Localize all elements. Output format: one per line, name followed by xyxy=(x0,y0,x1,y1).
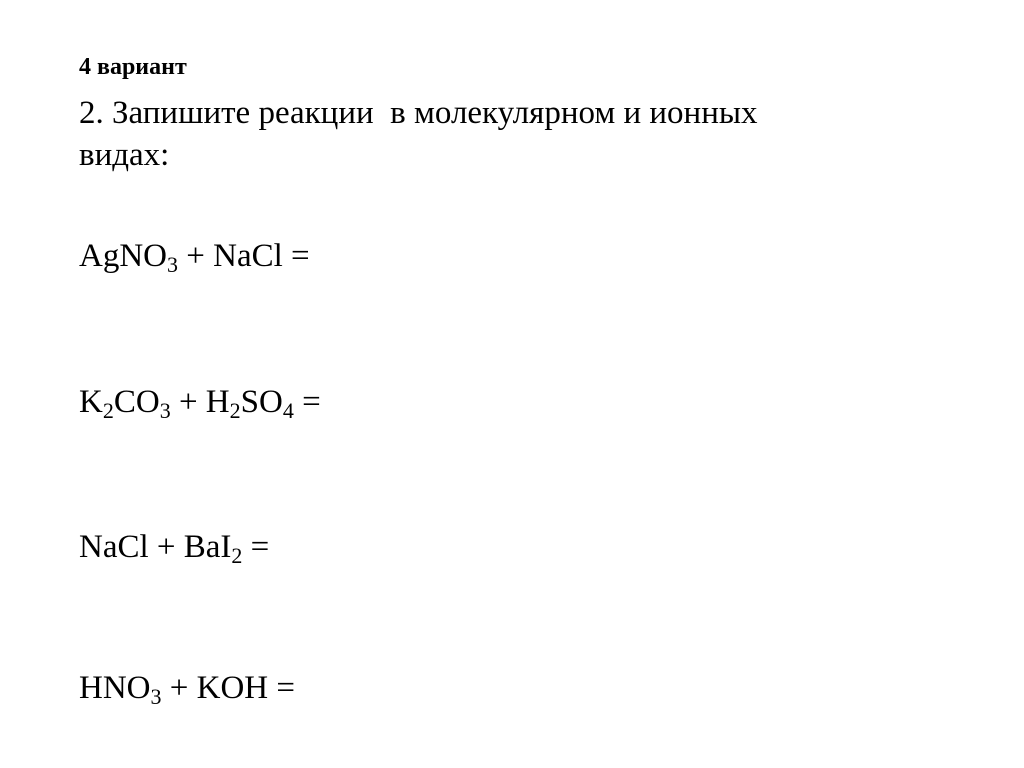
subscript: 2 xyxy=(102,398,114,423)
equation-text: K xyxy=(79,384,103,420)
subscript: 3 xyxy=(150,684,162,709)
variant-heading: 4 вариант xyxy=(79,54,187,80)
equation-k2co3-h2so4 xyxy=(79,382,321,422)
equation-text: = xyxy=(293,384,321,420)
equation-text: + KOH = xyxy=(161,670,295,706)
equation-text: NaCl + BaI xyxy=(79,529,232,565)
subscript: 3 xyxy=(159,398,171,423)
equation-text: = xyxy=(242,529,270,565)
equation-text: + NaCl = xyxy=(178,238,310,274)
equation-text: HNO xyxy=(79,670,151,706)
equation-text: + H xyxy=(170,384,230,420)
subscript: 3 xyxy=(167,252,178,277)
subscript: 2 xyxy=(229,398,241,423)
subscript: 2 xyxy=(231,543,243,568)
task-line-1: 2. Запишите реакции в молекулярном и ионных xyxy=(79,95,758,131)
task-text xyxy=(79,92,939,176)
equation-hno3-koh xyxy=(79,668,295,708)
equation-nacl-bai2 xyxy=(79,527,269,567)
task-line-2: видах: xyxy=(79,137,170,173)
subscript: 4 xyxy=(282,398,294,423)
equation-text: CO xyxy=(113,384,160,420)
equation-agno3-nacl xyxy=(79,236,310,276)
equation-text: SO xyxy=(240,384,283,420)
equation-text: AgNO xyxy=(79,238,167,274)
